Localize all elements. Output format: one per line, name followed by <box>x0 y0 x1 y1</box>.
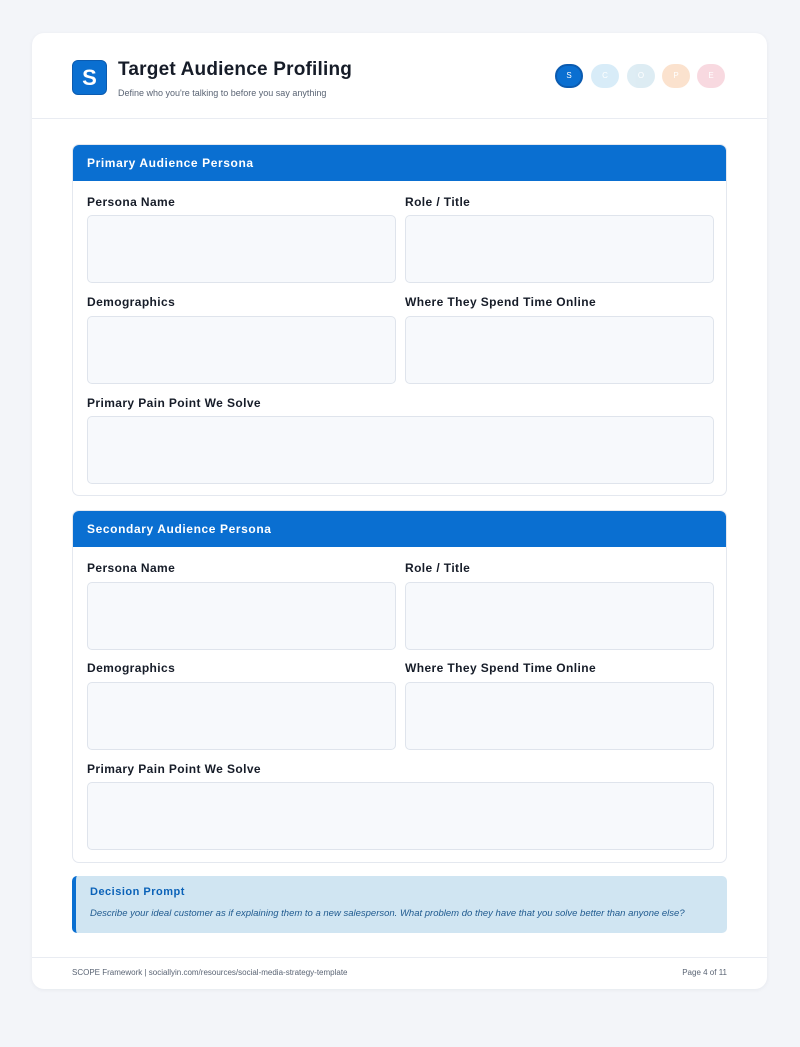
persona-name-field[interactable] <box>87 215 396 283</box>
online-field[interactable] <box>405 316 714 384</box>
pain-point-field[interactable] <box>87 416 714 484</box>
page-header <box>32 33 767 119</box>
step-c[interactable]: C <box>591 64 619 88</box>
section-title: Secondary Audience Persona <box>73 511 726 547</box>
decision-prompt-title: Decision Prompt <box>90 886 185 898</box>
logo-badge: S <box>72 60 107 95</box>
decision-prompt <box>72 876 727 933</box>
demographics-label: Demographics <box>87 295 176 309</box>
online-label: Where They Spend Time Online <box>405 295 597 309</box>
demographics-field[interactable] <box>87 316 396 384</box>
primary-persona-section <box>72 144 727 496</box>
persona-name-label: Persona Name <box>87 561 176 575</box>
step-p[interactable]: P <box>662 64 690 88</box>
role-title-label: Role / Title <box>405 561 471 575</box>
pain-point-label: Primary Pain Point We Solve <box>87 396 261 410</box>
persona-name-field[interactable] <box>87 582 396 650</box>
section-title: Primary Audience Persona <box>73 145 726 181</box>
page-footer <box>32 957 767 989</box>
step-s[interactable]: S <box>555 64 583 88</box>
pain-point-field[interactable] <box>87 782 714 850</box>
page-subtitle: Define who you're talking to before you say anything <box>118 88 327 98</box>
decision-prompt-text: Describe your ideal customer as if explaining them to a new salesperson. What problem do they have that you solve better than anyone else? <box>90 908 685 919</box>
online-label: Where They Spend Time Online <box>405 661 597 675</box>
step-e[interactable]: E <box>697 64 725 88</box>
demographics-field[interactable] <box>87 682 396 750</box>
online-field[interactable] <box>405 682 714 750</box>
page-title: Target Audience Profiling <box>118 59 353 80</box>
secondary-persona-section <box>72 510 727 863</box>
page-card <box>32 33 767 989</box>
role-title-label: Role / Title <box>405 195 471 209</box>
persona-name-label: Persona Name <box>87 195 176 209</box>
demographics-label: Demographics <box>87 661 176 675</box>
step-o[interactable]: O <box>627 64 655 88</box>
page-number: Page 4 of 11 <box>682 968 727 977</box>
footer-source: SCOPE Framework | sociallyin.com/resources/social-media-strategy-template <box>72 968 348 977</box>
role-title-field[interactable] <box>405 215 714 283</box>
pain-point-label: Primary Pain Point We Solve <box>87 762 261 776</box>
role-title-field[interactable] <box>405 582 714 650</box>
